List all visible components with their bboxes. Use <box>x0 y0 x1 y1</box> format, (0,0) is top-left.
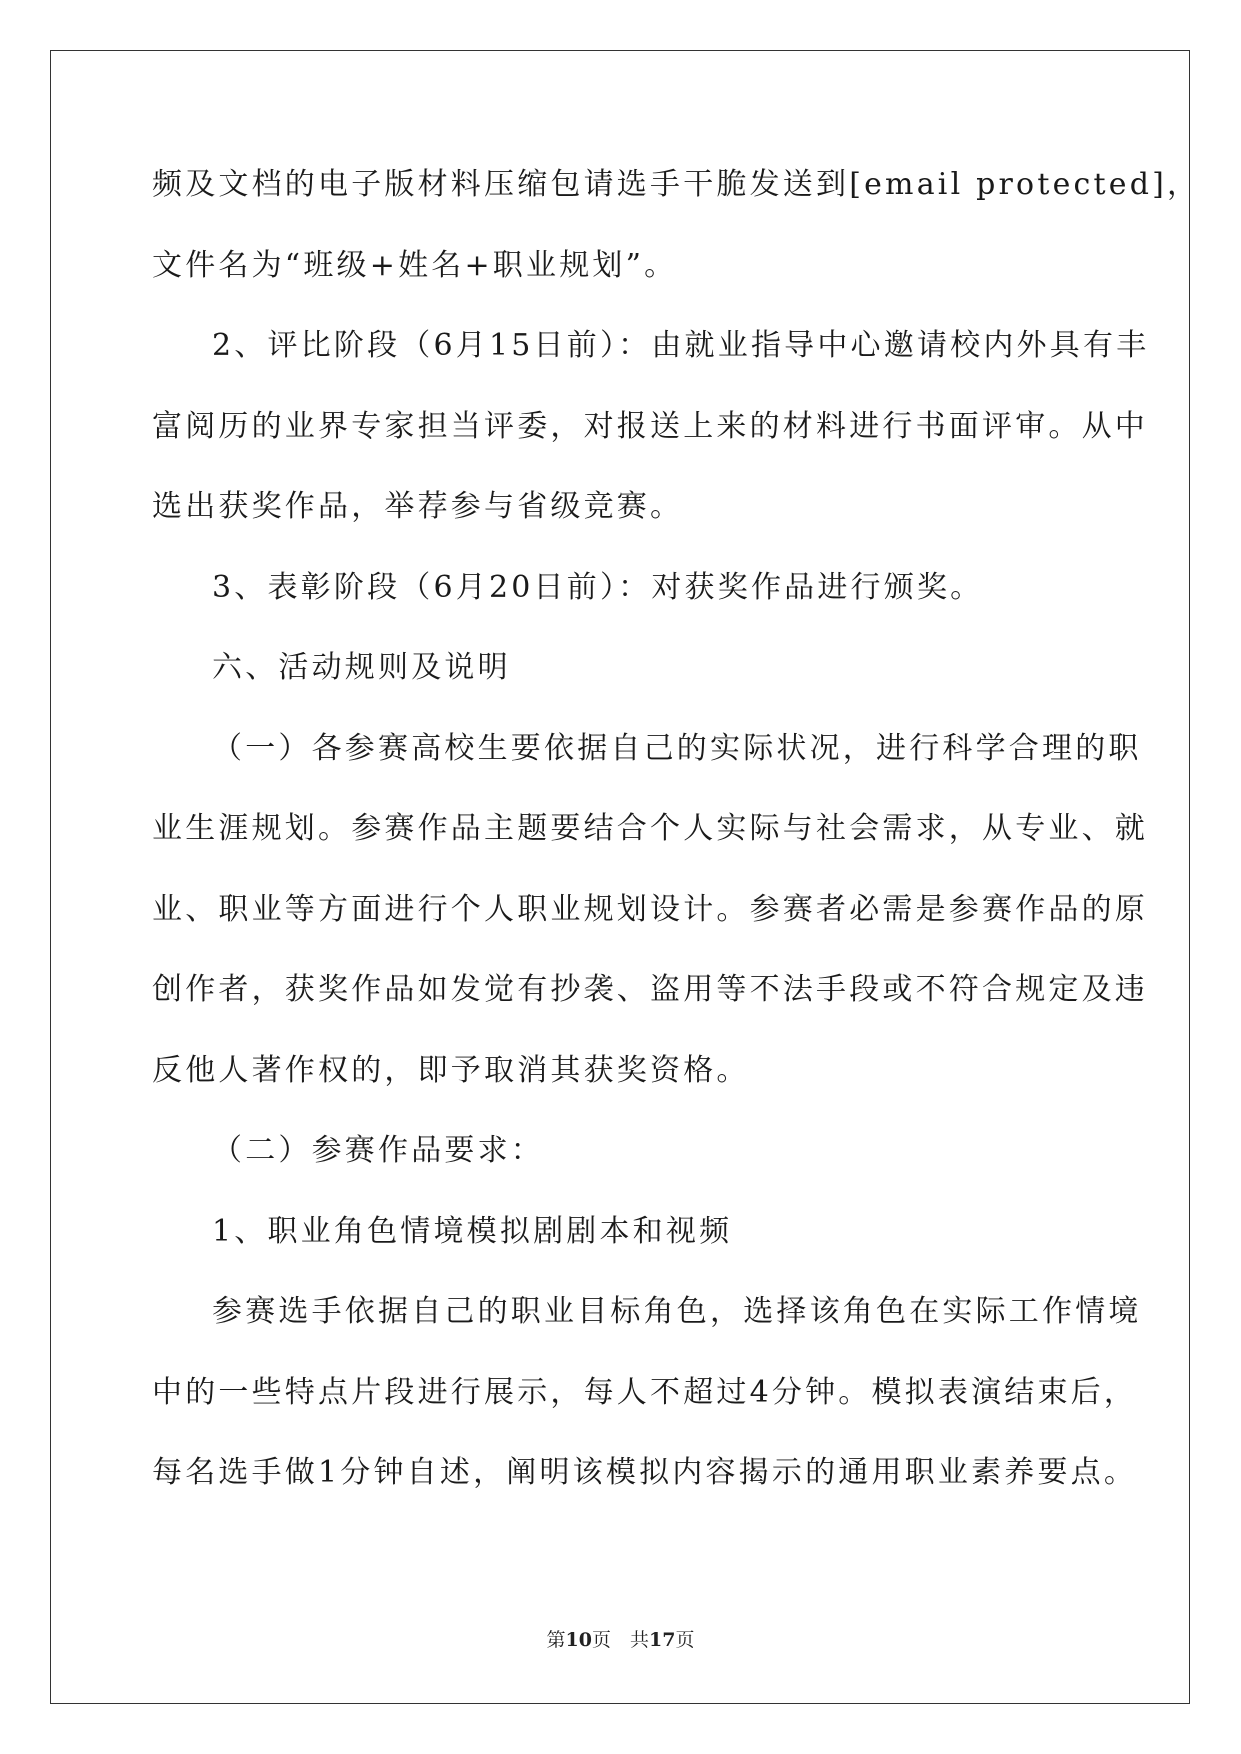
page-prefix: 第 <box>546 1629 566 1651</box>
document-body <box>152 165 1201 1534</box>
text-line-11: 创作者，获奖作品如发觉有抄袭、盗用等不法手段或不符合规定及违 <box>152 972 1148 1007</box>
section-heading: 六、活动规则及说明 <box>212 650 511 685</box>
text-line-17: 每名选手做1分钟自述，阐明该模拟内容揭示的通用职业素养要点。 <box>152 1455 1138 1490</box>
text-line-3: 2、评比阶段（6月15日前）：由就业指导中心邀请校内外具有丰 <box>212 328 1150 363</box>
text-line-4: 富阅历的业界专家担当评委，对报送上来的材料进行书面评审。从中 <box>152 408 1148 444</box>
page-mid: 页 共 <box>591 1629 649 1651</box>
text-line-8: （一）各参赛高校生要依据自己的实际状况，进行科学合理的职 <box>212 730 1142 766</box>
current-page-number: 10 <box>565 1629 592 1651</box>
text-line-9: 业生涯规划。参赛作品主题要结合个人实际与社会需求，从专业、就 <box>152 811 1148 846</box>
item-heading: 1、职业角色情境模拟剧剧本和视频 <box>212 1213 733 1249</box>
text-line-2: 文件名为“班级+姓名+职业规划”。 <box>152 247 678 283</box>
text-line-1: 频及文档的电子版材料压缩包请选手干脆发送到[email protected]， <box>152 167 1201 202</box>
text-line-5: 选出获奖作品，举荐参与省级竞赛。 <box>152 489 684 524</box>
subsection-heading: （二）参赛作品要求： <box>212 1133 544 1168</box>
total-page-number: 17 <box>649 1629 676 1651</box>
text-line-12: 反他人著作权的，即予取消其获奖资格。 <box>152 1052 750 1088</box>
text-line-10: 业、职业等方面进行个人职业规划设计。参赛者必需是参赛作品的原 <box>152 891 1148 927</box>
text-line-16: 中的一些特点片段进行展示，每人不超过4分钟。模拟表演结束后， <box>152 1374 1138 1410</box>
text-line-15: 参赛选手依据自己的职业目标角色，选择该角色在实际工作情境 <box>212 1294 1142 1329</box>
page-footer <box>0 1628 1241 1652</box>
page-suffix: 页 <box>675 1629 695 1651</box>
text-line-6: 3、表彰阶段（6月20日前）：对获奖作品进行颁奖。 <box>212 569 984 605</box>
